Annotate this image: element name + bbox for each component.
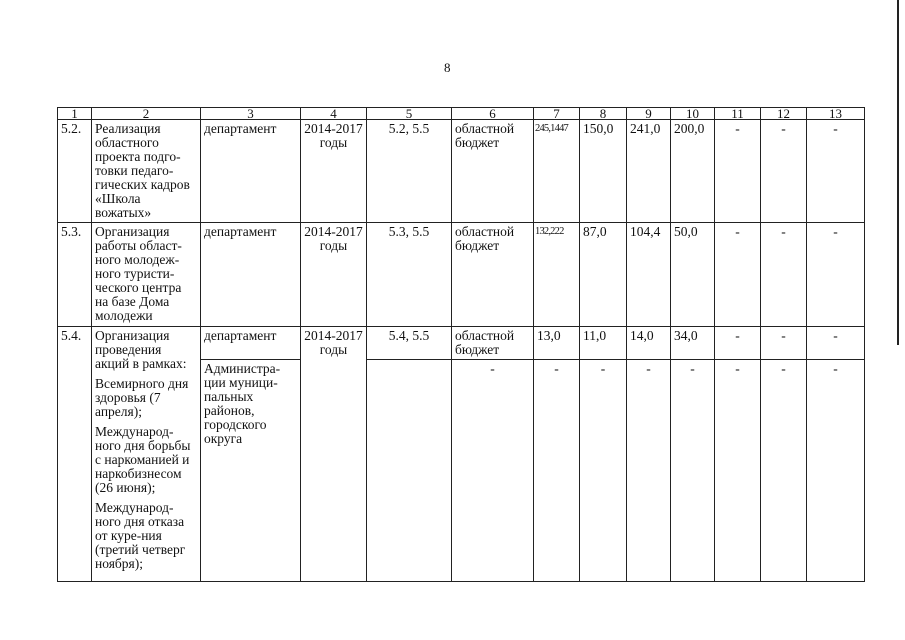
indicators: 5.3, 5.5 bbox=[367, 223, 452, 327]
activity-subitem: Международ-ного дня борьбы с наркоманией и наркобизнесом (26 июня); bbox=[95, 424, 191, 495]
table-row bbox=[58, 223, 865, 327]
value-col-13: - bbox=[807, 327, 865, 360]
value-col-12: - bbox=[761, 360, 807, 582]
value-col-11: - bbox=[715, 120, 761, 223]
indicators bbox=[367, 360, 452, 582]
value-col-11: - bbox=[715, 327, 761, 360]
value-col-7: 245,1447 bbox=[534, 120, 580, 223]
executor: департамент bbox=[201, 327, 301, 360]
activity-intro: Организация проведения акций в рамках: bbox=[95, 328, 187, 371]
value-col-8: 150,0 bbox=[580, 120, 627, 223]
column-number-row bbox=[58, 108, 865, 120]
activity-subitem: Международ-ного дня отказа от куре-ния (третий четверг ноября); bbox=[95, 500, 186, 571]
column-header: 12 bbox=[761, 108, 807, 120]
value-col-9: 104,4 bbox=[627, 223, 671, 327]
row-number: 5.3. bbox=[58, 223, 92, 327]
value-col-13: - bbox=[807, 120, 865, 223]
row-number: 5.2. bbox=[58, 120, 92, 223]
value-col-8: - bbox=[580, 360, 627, 582]
program-table bbox=[57, 107, 865, 582]
funding-source: - bbox=[452, 360, 534, 582]
value-col-11: - bbox=[715, 360, 761, 582]
activity-name: Реализация областного проекта подго-товки педаго-гических кадров «Школа вожатых» bbox=[92, 120, 201, 223]
column-header: 3 bbox=[201, 108, 301, 120]
activity-name bbox=[92, 327, 201, 582]
period: 2014-2017 годы bbox=[301, 223, 367, 327]
funding-source: областной бюджет bbox=[452, 120, 534, 223]
value-col-7: - bbox=[534, 360, 580, 582]
value-col-11: - bbox=[715, 223, 761, 327]
margin-rule bbox=[897, 0, 899, 345]
activity-name: Организация работы област-ного молодеж-ного туристи-ческого центра на базе Дома молодежи bbox=[92, 223, 201, 327]
value-col-8: 11,0 bbox=[580, 327, 627, 360]
column-header: 13 bbox=[807, 108, 865, 120]
value-col-13: - bbox=[807, 360, 865, 582]
column-header: 8 bbox=[580, 108, 627, 120]
column-header: 10 bbox=[671, 108, 715, 120]
row-number: 5.4. bbox=[58, 327, 92, 582]
value-col-7: 13,0 bbox=[534, 327, 580, 360]
column-header: 6 bbox=[452, 108, 534, 120]
indicators: 5.2, 5.5 bbox=[367, 120, 452, 223]
period: 2014-2017 годы bbox=[301, 327, 367, 582]
table-row bbox=[58, 120, 865, 223]
executor: департамент bbox=[201, 120, 301, 223]
value-col-10: 50,0 bbox=[671, 223, 715, 327]
period: 2014-2017 годы bbox=[301, 120, 367, 223]
value-col-12: - bbox=[761, 327, 807, 360]
value-col-13: - bbox=[807, 223, 865, 327]
column-header: 1 bbox=[58, 108, 92, 120]
column-header: 9 bbox=[627, 108, 671, 120]
column-header: 5 bbox=[367, 108, 452, 120]
value-col-12: - bbox=[761, 223, 807, 327]
executor: Администра-ции муници-пальных районов, городского округа bbox=[201, 360, 301, 582]
column-header: 11 bbox=[715, 108, 761, 120]
value-col-10: 34,0 bbox=[671, 327, 715, 360]
indicators: 5.4, 5.5 bbox=[367, 327, 452, 360]
value-col-9: - bbox=[627, 360, 671, 582]
value-col-12: - bbox=[761, 120, 807, 223]
table-row bbox=[58, 327, 865, 360]
column-header: 7 bbox=[534, 108, 580, 120]
column-header: 4 bbox=[301, 108, 367, 120]
funding-source: областной бюджет bbox=[452, 223, 534, 327]
activity-subitem: Всемирного дня здоровья (7 апреля); bbox=[95, 376, 189, 419]
value-col-8: 87,0 bbox=[580, 223, 627, 327]
value-col-10: 200,0 bbox=[671, 120, 715, 223]
value-col-9: 241,0 bbox=[627, 120, 671, 223]
value-col-9: 14,0 bbox=[627, 327, 671, 360]
value-col-10: - bbox=[671, 360, 715, 582]
column-header: 2 bbox=[92, 108, 201, 120]
funding-source: областной бюджет bbox=[452, 327, 534, 360]
page-number: 8 bbox=[444, 60, 451, 75]
value-col-7: 132,222 bbox=[534, 223, 580, 327]
executor: департамент bbox=[201, 223, 301, 327]
